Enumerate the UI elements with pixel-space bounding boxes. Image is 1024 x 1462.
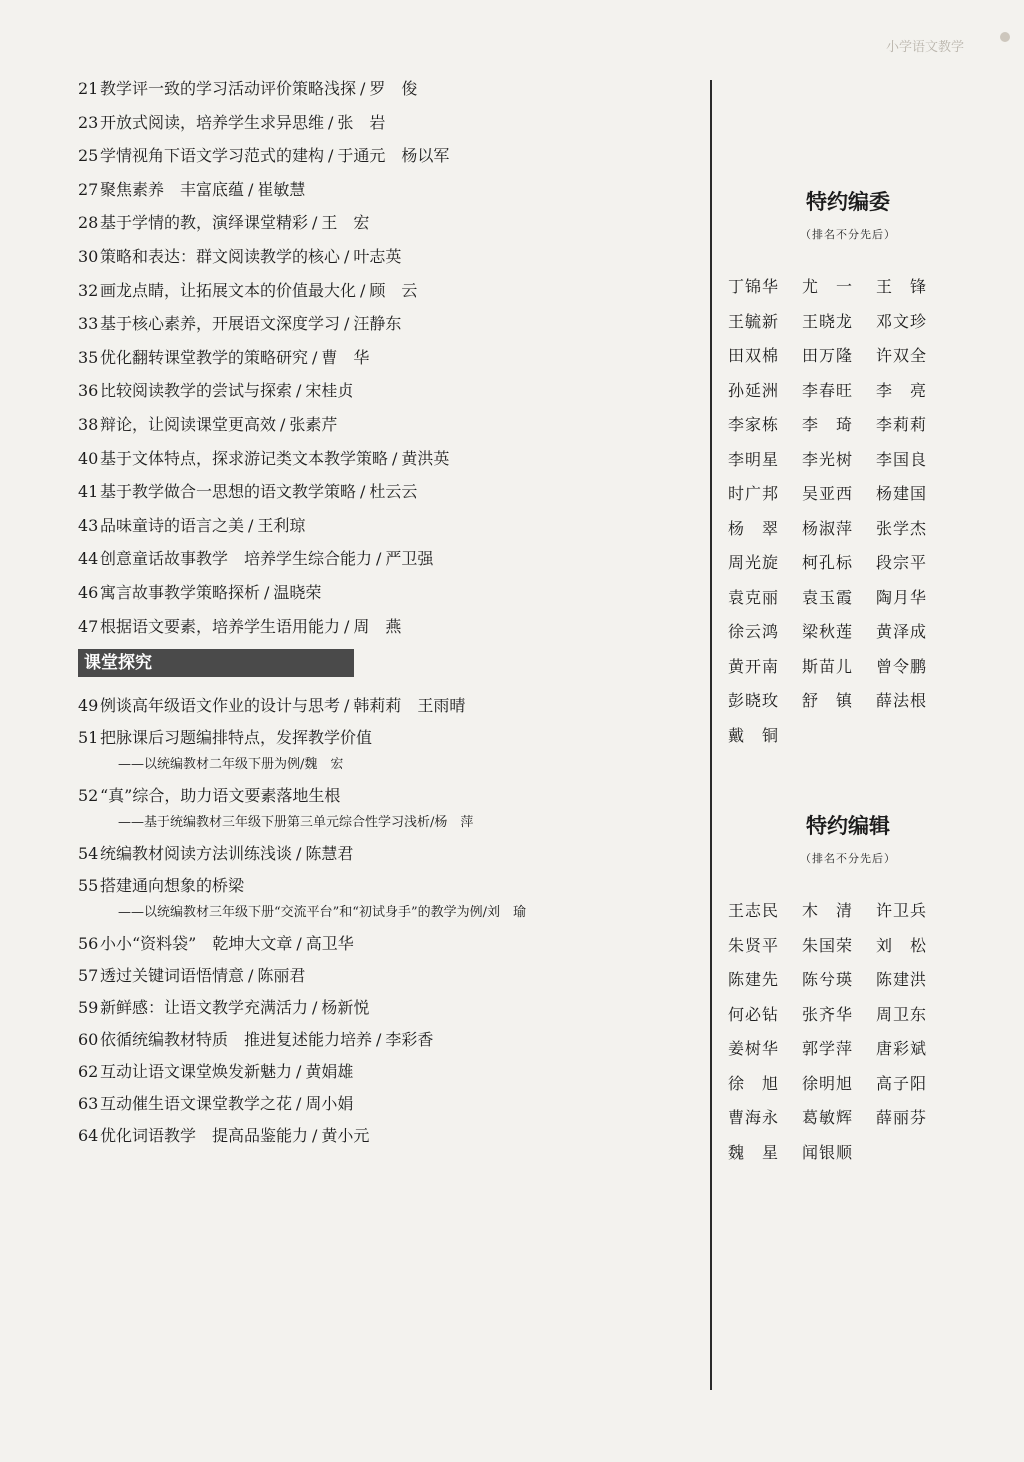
table-of-contents [78,78,698,1157]
toc-entry [78,997,698,1019]
name-row [728,1032,968,1067]
toc-entry [78,380,698,402]
page-number: 55 [78,876,99,896]
person-name: 黄泽成 [876,622,928,641]
toc-entry [78,1061,698,1083]
separator: / [392,448,398,468]
name-row [728,443,968,478]
person-name: 郭学萍 [802,1039,854,1058]
toc-entry [78,515,698,537]
separator: / [248,966,254,986]
separator: / [312,1126,318,1146]
person-name: 许双全 [876,346,928,365]
page-number: 38 [78,414,99,434]
toc-subtitle-line [78,903,698,923]
article-title: 基于教学做合一思想的语文教学策略 [100,482,357,502]
name-row [728,1136,968,1171]
person-name: 李 亮 [876,380,928,400]
toc-entry [78,616,698,638]
separator: / [296,844,302,864]
article-author: 王 宏 [321,213,370,233]
separator: / [312,347,318,367]
person-name: 李 琦 [802,415,854,434]
person-name: 黄开南 [728,656,780,676]
person-name: 舒 镇 [802,691,854,710]
article-title: 根据语文要素，培养学生语用能力 [100,616,341,636]
person-name: 李国良 [876,449,928,469]
article-author: 温晓荣 [273,582,322,602]
name-row [728,894,968,929]
separator: / [328,146,334,166]
page-number: 49 [78,696,99,716]
article-title: 依循统编教材特质 推进复述能力培养 [100,1030,373,1050]
person-name: 丁锦华 [728,277,780,296]
page-number: 62 [78,1062,99,1082]
page-number: 64 [78,1126,99,1146]
article-title: 教学评一致的学习活动评价策略浅探 [100,79,357,98]
special-editors [728,810,968,1170]
toc-entry [78,785,698,807]
person-name: 朱国荣 [802,935,854,955]
toc-list-section [78,695,698,1147]
page-number: 52 [78,786,99,806]
column-divider [710,80,712,1390]
toc-entry [78,1029,698,1051]
person-name: 薛法根 [876,691,928,710]
name-row [728,408,968,443]
person-name: 朱贤平 [728,935,780,955]
person-name: 王 锋 [876,277,928,296]
editorial-board-names [728,270,968,753]
article-author: 杨 萍 [434,815,474,831]
page-number: 56 [78,934,99,954]
person-name: 许卫兵 [876,901,928,920]
article-title: 例谈高年级语文作业的设计与思考 [100,696,341,716]
person-name: 陶月华 [876,587,928,607]
page-number: 33 [78,314,99,334]
separator: / [296,934,302,954]
toc-entry [78,112,698,134]
person-name: 曾令鹏 [876,656,928,676]
person-name: 杨 翠 [728,518,780,538]
name-row [728,374,968,409]
toc-entry [78,313,698,335]
article-author: 魏 宏 [304,757,344,773]
article-title: 寓言故事教学策略探析 [100,582,261,602]
separator: / [312,998,318,1018]
person-name: 袁玉霞 [802,587,854,607]
article-author: 黄洪英 [401,448,450,468]
article-author: 周 燕 [353,616,402,636]
toc-subtitle-line [78,813,698,833]
person-name: 周光旋 [728,553,780,572]
page-number: 35 [78,347,99,367]
article-title: 优化词语教学 提高品鉴能力 [100,1126,309,1146]
person-name: 刘 松 [876,935,928,955]
toc-entry [78,695,698,717]
separator: / [312,213,318,233]
page-number: 23 [78,112,99,132]
page-number: 51 [78,728,99,748]
separator: / [430,815,435,831]
toc-entry [78,280,698,302]
article-author: 杨新悦 [321,998,370,1018]
article-author: 黄小元 [321,1126,370,1146]
article-author: 张素芹 [289,414,338,434]
person-name: 吴亚西 [802,484,854,503]
person-name: 张学杰 [876,518,928,538]
article-title: 优化翻转课堂教学的策略研究 [100,347,309,367]
separator: / [280,414,286,434]
article-author: 韩莉莉 王雨晴 [353,696,466,716]
article-author: 曹 华 [321,347,370,367]
separator: / [376,549,382,569]
person-name: 何必钻 [728,1004,780,1024]
page-number: 41 [78,482,99,502]
person-name: 李春旺 [802,380,854,400]
toc-entry [78,145,698,167]
special-editors-names [728,894,968,1170]
person-name: 周卫东 [876,1004,928,1024]
person-name: 杨建国 [876,484,928,503]
toc-entry [78,1125,698,1147]
person-name: 段宗平 [876,553,928,572]
separator: / [360,280,366,300]
article-author: 张 岩 [337,112,386,132]
person-name: 彭晓玫 [728,691,780,710]
page-edge-mark [1000,32,1010,42]
person-name: 曹海永 [728,1108,780,1127]
name-row [728,1067,968,1102]
separator: / [344,616,350,636]
article-author: 王利琼 [257,515,306,535]
separator: / [296,1062,302,1082]
page-number: 57 [78,966,99,986]
person-name: 唐彩斌 [876,1039,928,1058]
article-author: 陈丽君 [257,966,306,986]
special-editors-note: （排名不分先后） [800,852,896,865]
toc-entry [78,965,698,987]
person-name: 李明星 [728,449,780,469]
person-name: 姜树华 [728,1039,780,1058]
article-author: 黄娟雄 [305,1062,354,1082]
toc-entry [78,875,698,897]
toc-entry [78,727,698,749]
person-name: 高子阳 [876,1073,928,1093]
separator: / [296,381,302,401]
article-title: 画龙点睛，让拓展文本的价值最大化 [100,280,357,300]
toc-entry [78,78,698,100]
page-number: 32 [78,280,99,300]
article-title: 基于核心素养，开展语文深度学习 [100,314,341,334]
editorial-board-note: （排名不分先后） [800,228,896,241]
name-row [728,512,968,547]
name-row [728,581,968,616]
person-name: 木 清 [802,901,854,920]
person-name: 李家栋 [728,415,780,434]
article-author: 叶志英 [353,246,402,266]
person-name: 王毓新 [728,311,780,331]
page-number: 47 [78,616,99,636]
separator: / [328,112,334,132]
toc-entry [78,1093,698,1115]
person-name: 王志民 [728,901,780,920]
article-title: 小小“资料袋” 乾坤大文章 [100,934,293,954]
person-name: 田万隆 [802,346,854,365]
article-title: 互动让语文课堂焕发新魅力 [100,1062,293,1082]
person-name: 陈建先 [728,970,780,989]
article-author: 汪静东 [353,314,402,334]
article-author: 周小娟 [305,1094,354,1114]
separator: / [248,515,254,535]
article-subtitle: ——基于统编教材三年级下册第三单元综合性学习浅析 [118,815,431,831]
article-title: “真”综合，助力语文要素落地生根 [100,786,341,806]
name-row [728,684,968,719]
page-number: 43 [78,515,99,535]
name-row [728,963,968,998]
person-name: 袁克丽 [728,587,780,607]
article-title: 聚焦素养 丰富底蕴 [100,179,245,199]
article-author: 高卫华 [305,934,354,954]
separator: / [264,582,270,602]
page-number: 25 [78,146,99,166]
page-number: 54 [78,844,99,864]
person-name: 陈建洪 [876,970,928,989]
person-name: 张齐华 [802,1004,854,1024]
separator: / [360,482,366,502]
article-title: 把脉课后习题编排特点，发挥教学价值 [100,728,373,748]
toc-entry [78,414,698,436]
name-row [728,546,968,581]
person-name: 尤 一 [802,277,854,296]
person-name: 时广邦 [728,484,780,503]
article-author: 陈慧君 [305,844,354,864]
name-row [728,615,968,650]
person-name: 葛敏辉 [802,1108,854,1127]
article-author: 于通元 杨以军 [337,146,450,166]
editorial-board-title: 特约编委 [806,190,890,214]
person-name: 斯苗儿 [802,656,854,676]
person-name: 王晓龙 [802,311,854,331]
person-name: 李莉莉 [876,415,928,434]
person-name: 柯孔标 [802,553,854,572]
page-number: 63 [78,1094,99,1114]
toc-entry [78,179,698,201]
separator: / [248,179,254,199]
toc-subtitle-line [78,755,698,775]
article-title: 统编教材阅读方法训练浅谈 [100,844,293,864]
article-author: 杜云云 [369,482,418,502]
name-row [728,305,968,340]
separator: / [482,905,487,921]
page-number: 30 [78,246,99,266]
article-author: 崔敏慧 [257,179,306,199]
person-name: 戴 铜 [728,725,780,745]
show-through-text: 小学语文教学 [885,40,964,55]
article-subtitle: ——以统编教材三年级下册“交流平台”和“初试身手”的教学为例 [118,905,483,921]
article-title: 策略和表达：群文阅读教学的核心 [100,246,341,266]
page-number: 46 [78,582,99,602]
toc-entry [78,933,698,955]
separator: / [344,314,350,334]
editorial-board [728,186,968,753]
article-author: 罗 俊 [369,79,418,98]
page-number: 21 [78,79,99,98]
name-row [728,1101,968,1136]
toc-entry [78,843,698,865]
article-author: 宋桂贞 [305,381,354,401]
article-title: 比较阅读教学的尝试与探索 [100,381,293,401]
article-title: 搭建通向想象的桥梁 [100,876,245,896]
person-name: 徐 旭 [728,1073,780,1093]
article-title: 基于文体特点，探求游记类文本教学策略 [100,448,389,468]
article-subtitle: ——以统编教材二年级下册为例 [118,757,301,773]
page-number: 27 [78,179,99,199]
name-row [728,929,968,964]
toc-entry [78,481,698,503]
article-title: 辩论，让阅读课堂更高效 [100,414,277,434]
article-title: 新鲜感：让语文教学充满活力 [100,998,309,1018]
toc-entry [78,582,698,604]
person-name: 孙延洲 [728,380,780,400]
article-title: 品味童诗的语言之美 [100,515,245,535]
name-row [728,719,968,754]
person-name: 李光树 [802,449,854,469]
separator: / [376,1030,382,1050]
article-title: 基于学情的教，演绎课堂精彩 [100,213,309,233]
person-name: 徐云鸿 [728,622,780,641]
toc-entry [78,548,698,570]
article-title: 互动催生语文课堂教学之花 [100,1094,293,1114]
separator: / [296,1094,302,1114]
page-number: 59 [78,998,99,1018]
page-number: 36 [78,381,99,401]
toc-list-top [78,78,698,638]
toc-entry [78,347,698,369]
page-number: 44 [78,549,99,569]
person-name: 邓文珍 [876,311,928,331]
name-row [728,998,968,1033]
name-row [728,339,968,374]
article-author: 刘 瑜 [486,905,526,921]
person-name: 梁秋莲 [802,622,854,641]
name-row [728,477,968,512]
person-name: 杨淑萍 [802,518,854,538]
person-name: 陈兮瑛 [802,970,854,989]
toc-entry [78,448,698,470]
article-title: 开放式阅读，培养学生求异思维 [100,112,325,132]
page-number: 40 [78,448,99,468]
article-author: 严卫强 [385,549,434,569]
person-name: 闻银顺 [802,1142,854,1162]
special-editors-title: 特约编辑 [806,814,890,838]
separator: / [360,79,366,98]
separator: / [300,757,305,773]
article-title: 学情视角下语文学习范式的建构 [100,146,325,166]
separator: / [344,246,350,266]
article-author: 李彩香 [385,1030,434,1050]
page-number: 60 [78,1030,99,1050]
toc-entry [78,246,698,268]
name-row [728,650,968,685]
article-author: 顾 云 [369,280,418,300]
person-name: 魏 星 [728,1142,780,1162]
toc-entry [78,212,698,234]
page-number: 28 [78,213,99,233]
person-name: 薛丽芬 [876,1108,928,1127]
section-header: 课堂探究 [78,649,354,677]
article-title: 创意童话故事教学 培养学生综合能力 [100,549,373,569]
name-row [728,270,968,305]
article-title: 透过关键词语悟情意 [100,966,245,986]
person-name: 徐明旭 [802,1073,854,1093]
person-name: 田双棉 [728,346,780,365]
separator: / [344,696,350,716]
